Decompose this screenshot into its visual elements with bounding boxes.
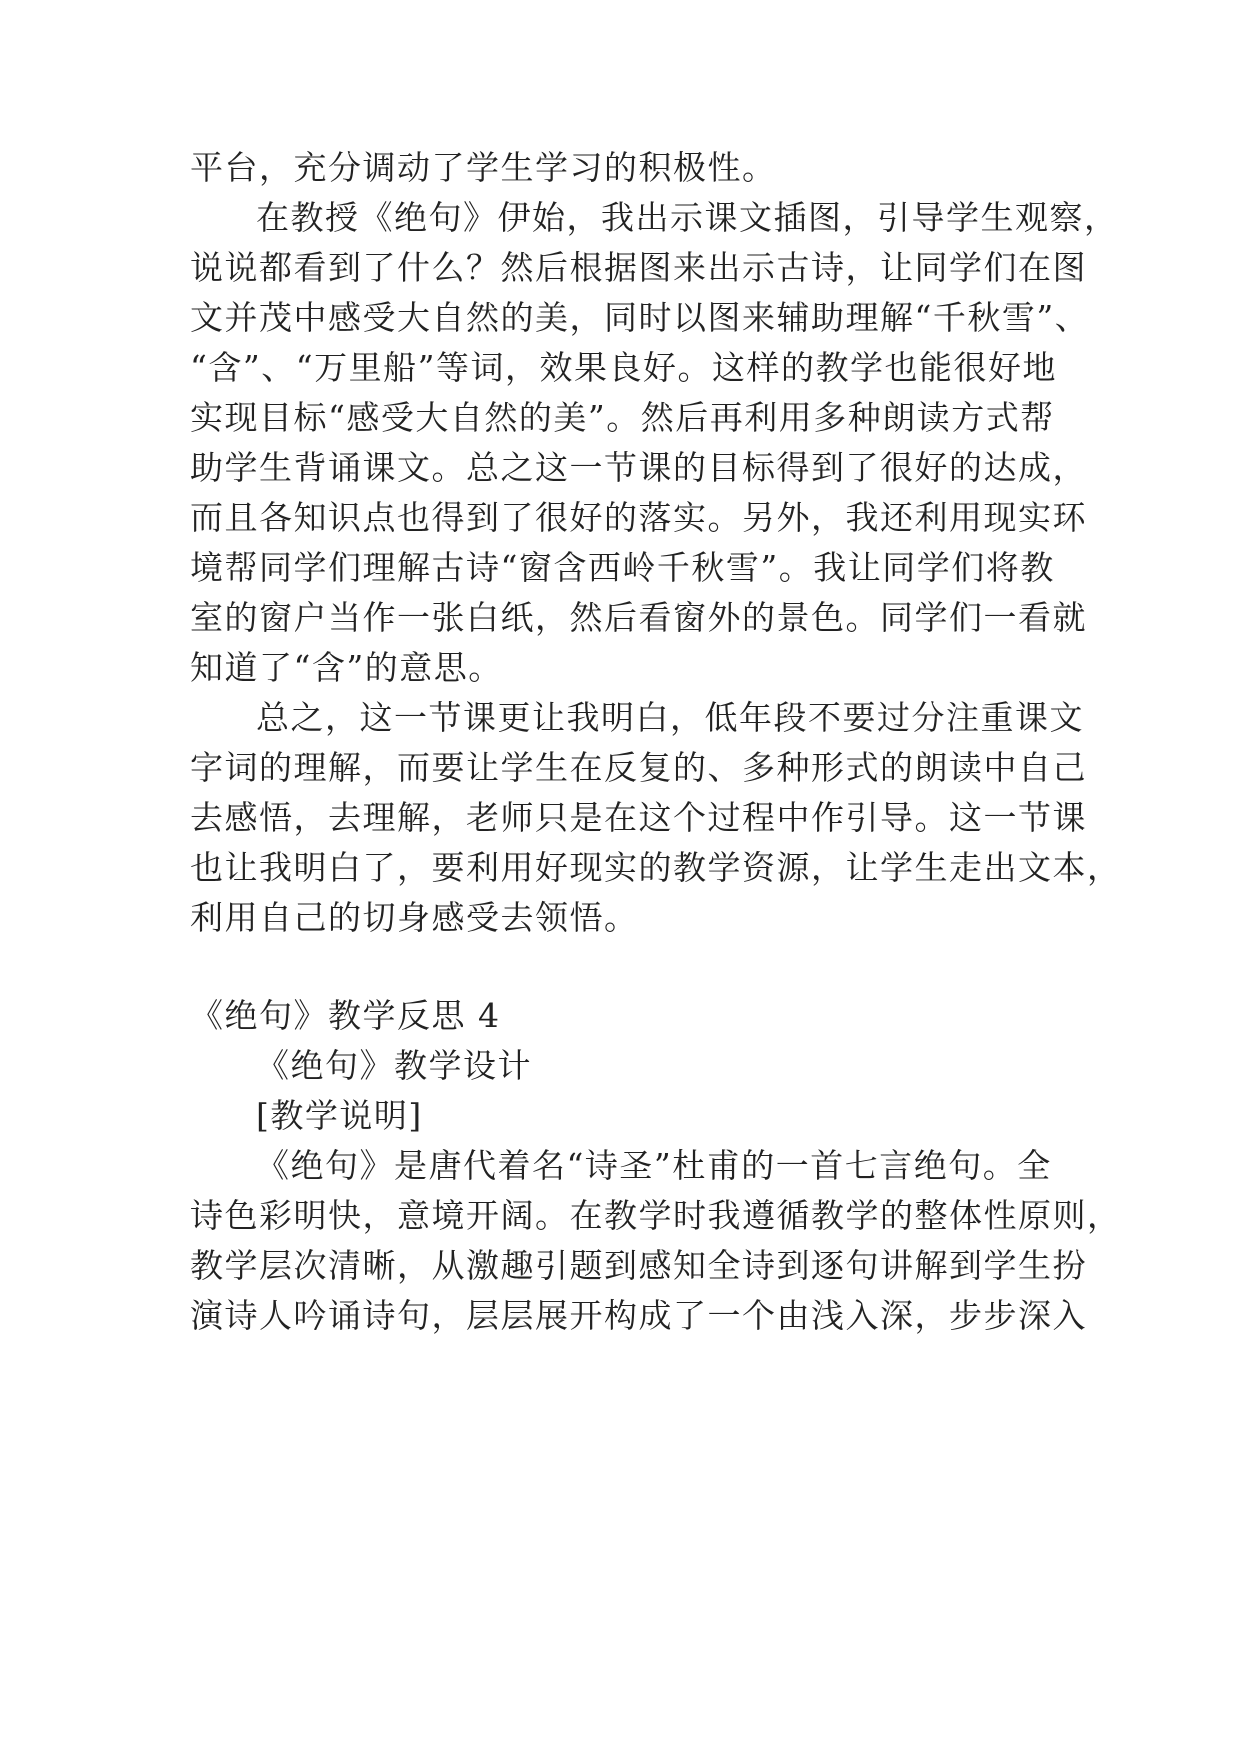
text-line: “含”、“万里船”等词，效果良好。这样的教学也能很好地 xyxy=(190,348,1057,387)
text-line: 而且各知识点也得到了很好的落实。另外，我还利用现实环 xyxy=(190,498,1087,537)
text-line: 利用自己的切身感受去领悟。 xyxy=(190,898,639,937)
paragraph-start: 总之，这一节课更让我明白，低年段不要过分注重课文 xyxy=(256,698,1084,737)
text-line: 实现目标“感受大自然的美”。然后再利用多种朗读方式帮 xyxy=(190,398,1055,437)
text-line: 教学层次清晰，从激趣引题到感知全诗到逐句讲解到学生扮 xyxy=(190,1246,1087,1285)
text-line: 室的窗户当作一张白纸，然后看窗外的景色。同学们一看就 xyxy=(190,598,1087,637)
section-label: [教学说明] xyxy=(256,1096,423,1135)
section-heading: 《绝句》教学反思 4 xyxy=(190,996,501,1035)
text-line: 境帮同学们理解古诗“窗含西岭千秋雪”。我让同学们将教 xyxy=(190,548,1055,587)
text-line: 诗色彩明快，意境开阔。在教学时我遵循教学的整体性原则， xyxy=(190,1196,1122,1235)
text-line: 文并茂中感受大自然的美，同时以图来辅助理解“千秋雪”、 xyxy=(190,298,1090,337)
section-subheading: 《绝句》教学设计 xyxy=(256,1046,532,1085)
text-line: 平台，充分调动了学生学习的积极性。 xyxy=(190,148,777,187)
text-line: 演诗人吟诵诗句，层层展开构成了一个由浅入深，步步深入 xyxy=(190,1296,1087,1335)
text-line: 说说都看到了什么？然后根据图来出示古诗，让同学们在图 xyxy=(190,248,1087,287)
paragraph-start: 在教授《绝句》伊始，我出示课文插图，引导学生观察， xyxy=(256,198,1119,237)
text-line: 去感悟，去理解，老师只是在这个过程中作引导。这一节课 xyxy=(190,798,1087,837)
text-line: 字词的理解，而要让学生在反复的、多种形式的朗读中自己 xyxy=(190,748,1087,787)
text-line: 知道了“含”的意思。 xyxy=(190,648,503,687)
text-line: 助学生背诵课文。总之这一节课的目标得到了很好的达成， xyxy=(190,448,1087,487)
paragraph-start: 《绝句》是唐代着名“诗圣”杜甫的一首七言绝句。全 xyxy=(256,1146,1052,1185)
text-line: 也让我明白了，要利用好现实的教学资源，让学生走出文本， xyxy=(190,848,1122,887)
